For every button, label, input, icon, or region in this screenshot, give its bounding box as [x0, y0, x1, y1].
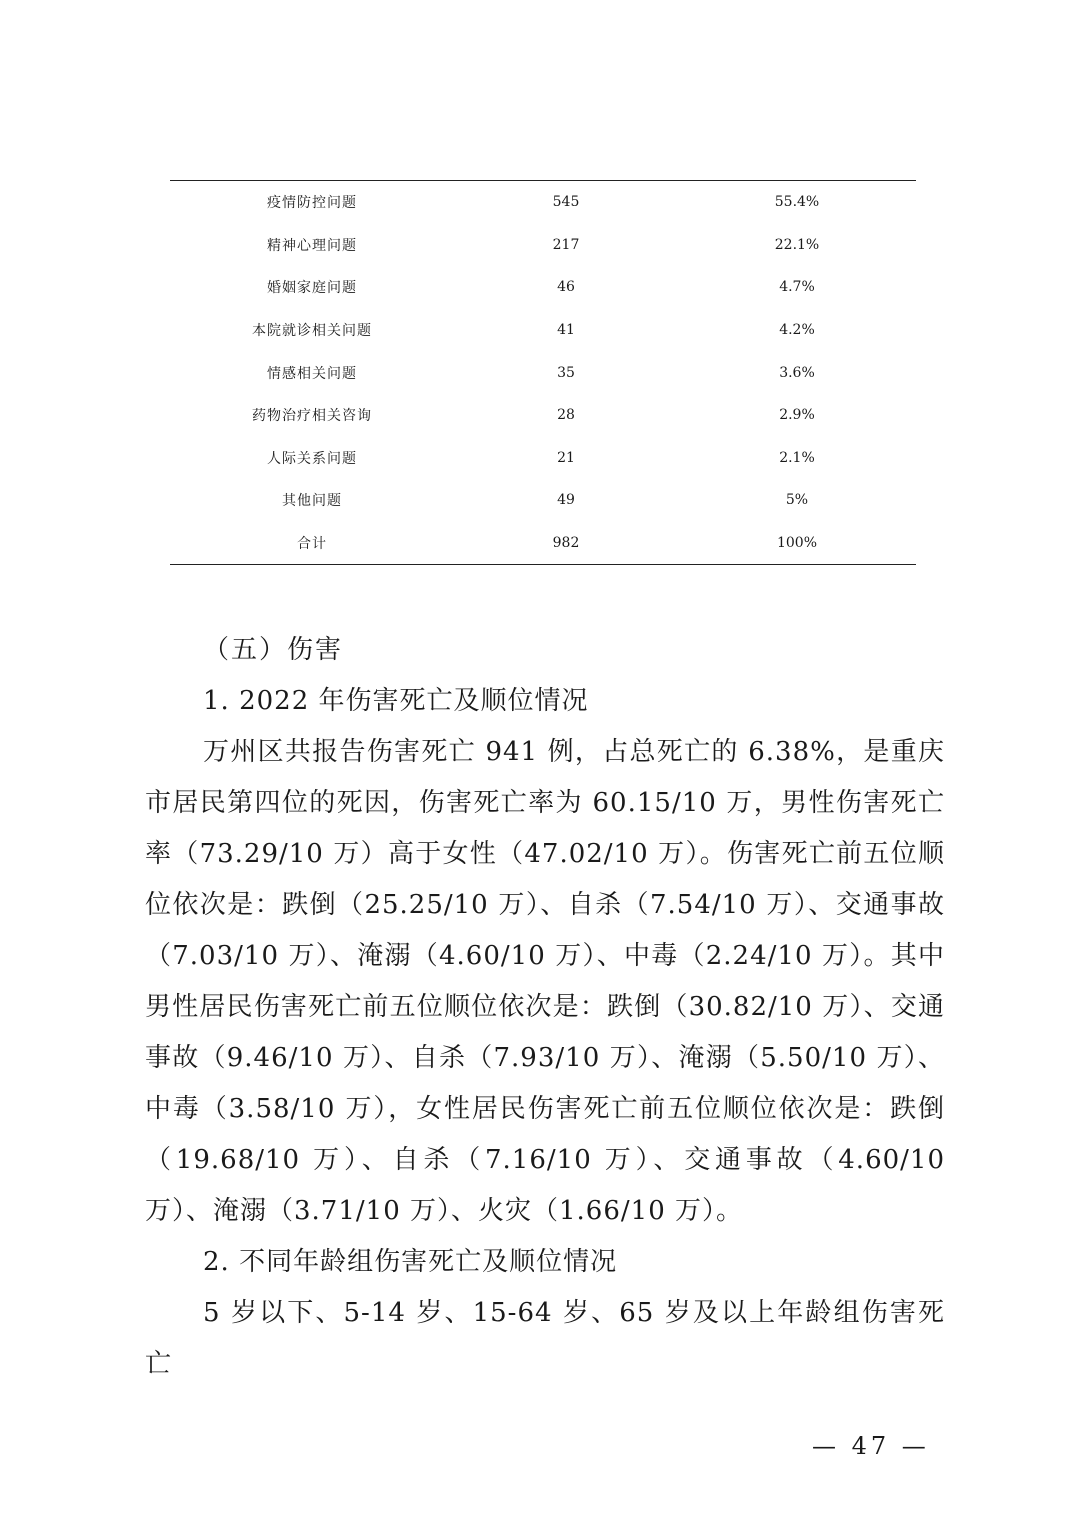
count-cell: 28: [557, 407, 575, 424]
percent-cell: 4.2%: [779, 322, 815, 339]
paragraph-2: 5 岁以下、5-14 岁、15-64 岁、65 岁及以上年龄组伤害死亡: [145, 1298, 945, 1379]
category-cell: 婚姻家庭问题: [267, 280, 357, 297]
table-row: [170, 394, 916, 437]
percent-cell: 22.1%: [774, 236, 820, 253]
category-cell: 本院就诊相关问题: [252, 323, 372, 340]
category-cell: 疫情防控问题: [267, 195, 357, 212]
table-row: [170, 224, 916, 267]
data-table: [170, 180, 916, 565]
page-number: — 47 —: [812, 1432, 930, 1460]
section-heading: （五）伤害: [203, 635, 344, 665]
category-cell: 药物治疗相关咨询: [252, 408, 372, 425]
table-bottom-rule: [170, 564, 916, 565]
table-row: [170, 351, 916, 394]
table-row: [170, 479, 916, 522]
category-cell: 其他问题: [282, 493, 342, 510]
percent-cell: 100%: [776, 535, 818, 552]
paragraph-1: 万州区共报告伤害死亡 941 例，占总死亡的 6.38%，是重庆市居民第四位的死因，伤害死亡率为 60.15/10 万，男性伤害死亡率（73.29/10 万）高于女性（47.02/10 万）。伤害死亡前五位顺位依次是：跌倒（25.25/10 万）、自杀（7.54/10 万）、交通事故（7.03/10 万）、淹溺（4.60/10 万）、中毒（2.24/10 万）。其中男性居民伤害死亡前五位顺位依次是：跌倒（30.82/10 万）、交通事故（9.46/10 万）、自杀（7.93/10 万）、淹溺（5.50/10 万）、中毒（3.58/10 万），女性居民伤害死亡前五位顺位依次是：跌倒（19.68/10 万）、自杀（7.16/10 万）、交通事故（4.60/10 万）、淹溺（3.71/10 万）、火灾（1.66/10 万）。: [145, 737, 945, 1226]
table-row: [170, 522, 916, 565]
table-row: [170, 181, 916, 224]
percent-cell: 4.7%: [779, 279, 815, 296]
body-section: [145, 625, 945, 1390]
subheading-2: 2. 不同年龄组伤害死亡及顺位情况: [203, 1247, 618, 1277]
count-cell: 21: [557, 449, 575, 466]
percent-cell: 5%: [785, 492, 809, 509]
count-cell: 46: [557, 279, 575, 296]
table-body: [170, 181, 916, 564]
category-cell: 合计: [297, 536, 327, 553]
table-row: [170, 437, 916, 480]
percent-cell: 2.9%: [779, 407, 815, 424]
count-cell: 217: [552, 236, 580, 253]
count-cell: 49: [557, 492, 575, 509]
category-cell: 精神心理问题: [267, 237, 357, 254]
percent-cell: 3.6%: [779, 364, 815, 381]
category-cell: 人际关系问题: [267, 450, 357, 467]
count-cell: 545: [552, 194, 580, 211]
percent-cell: 2.1%: [779, 449, 815, 466]
count-cell: 41: [557, 322, 575, 339]
percent-cell: 55.4%: [774, 194, 820, 211]
table-row: [170, 309, 916, 352]
subheading-1: 1. 2022 年伤害死亡及顺位情况: [203, 686, 589, 716]
category-cell: 情感相关问题: [267, 365, 357, 382]
table-row: [170, 266, 916, 309]
count-cell: 35: [557, 364, 575, 381]
count-cell: 982: [552, 535, 580, 552]
